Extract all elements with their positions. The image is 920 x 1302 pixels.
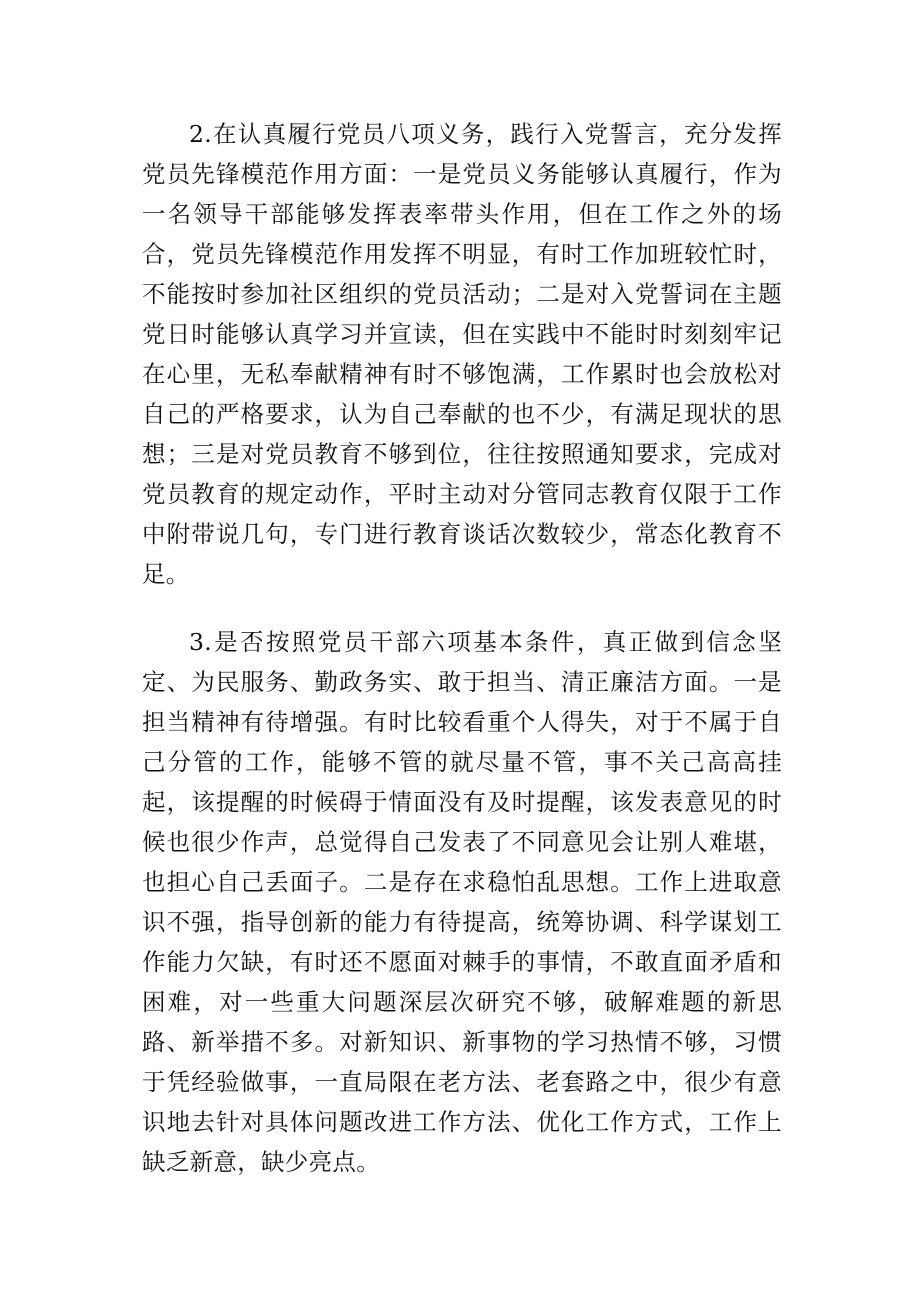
paragraph-item-3: 3.是否按照党员干部六项基本条件，真正做到信念坚定、为民服务、勤政务实、敢于担当、清正廉洁方面。一是担当精神有待增强。有时比较看重个人得失，对于不属于自己分管的工作，能够不管的就尽量不管，事不关己高高挂起，该提醒的时候碍于情面没有及时提醒，该发表意见的时候也很少作声，总觉得自己发表了不同意见会让别人难堪，也担心自己丢面子。二是存在求稳怕乱思想。工作上进取意识不强，指导创新的能力有待提高，统筹协调、科学谋划工作能力欠缺，有时还不愿面对棘手的事情，不敢直面矛盾和困难，对一些重大问题深层次研究不够，破解难题的新思路、新举措不多。对新知识、新事物的学习热情不够，习惯于凭经验做事，一直局限在老方法、老套路之中，很少有意识地去针对具体问题改进工作方法、优化工作方式，工作上缺乏新意，缺少亮点。: [142, 628, 782, 1176]
document-body: [142, 114, 782, 1182]
paragraph-item-2: 2.在认真履行党员八项义务，践行入党誓言，充分发挥党员先锋模范作用方面：一是党员义务能够认真履行，作为一名领导干部能够发挥表率带头作用，但在工作之外的场合，党员先锋模范作用发挥不明显，有时工作加班较忙时，不能按时参加社区组织的党员活动；二是对入党誓词在主题党日时能够认真学习并宣读，但在实践中不能时时刻刻牢记在心里，无私奉献精神有时不够饱满，工作累时也会放松对自己的严格要求，认为自己奉献的也不少，有满足现状的思想；三是对党员教育不够到位，往往按照通知要求，完成对党员教育的规定动作，平时主动对分管同志教育仅限于工作中附带说几句，专门进行教育谈话次数较少，常态化教育不足。: [142, 120, 782, 588]
